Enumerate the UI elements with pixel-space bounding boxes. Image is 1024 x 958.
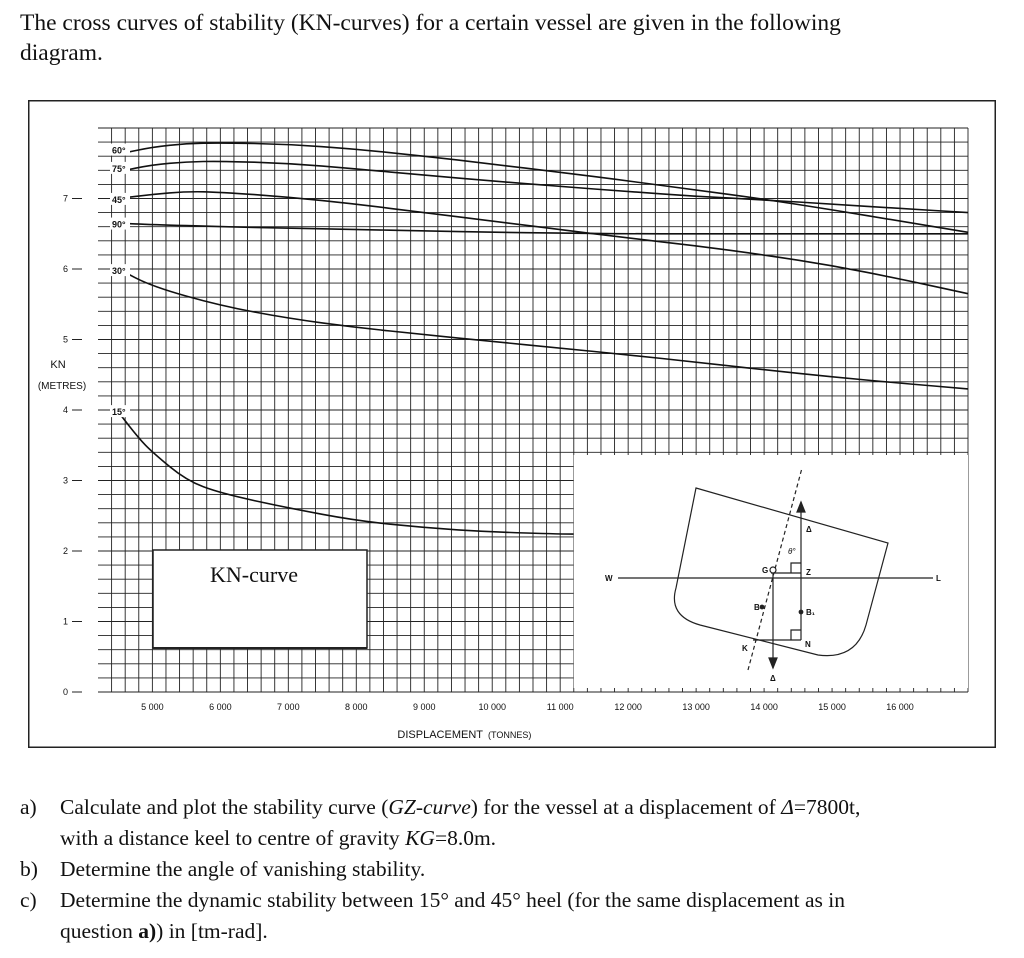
label-z: Z	[806, 568, 811, 577]
question-label: a)	[20, 795, 37, 819]
kn-curve-45deg	[118, 192, 968, 294]
x-tick-label: 10 000	[478, 702, 506, 712]
curve-label: 90°	[112, 219, 126, 230]
question-text: ) for the vessel at a displacement of	[470, 795, 782, 819]
x-tick-label: 9 000	[412, 702, 436, 712]
question-text: KG	[405, 826, 435, 850]
kn-curve-75deg	[118, 161, 968, 212]
x-axis-title: DISPLACEMENT	[397, 729, 483, 741]
x-tick-label: 8 000	[345, 702, 368, 712]
question-item	[20, 854, 1010, 885]
x-tick-label: 7 000	[277, 702, 300, 712]
x-tick-label: 14 000	[750, 702, 778, 712]
curve-label: 75°	[112, 163, 126, 174]
y-tick-label: 1	[62, 616, 68, 627]
y-tick-label: 6	[62, 264, 68, 274]
question-text: Determine the angle of vanishing stability.	[60, 857, 426, 881]
label-g: G	[762, 566, 769, 575]
x-tick-label: 13 000	[682, 702, 710, 712]
label-k: K	[742, 644, 748, 653]
label-b1: B₁	[806, 608, 816, 617]
curve-label: 15°	[112, 407, 126, 418]
question-label: b)	[20, 857, 38, 881]
point-g	[770, 567, 776, 573]
label-w: W	[605, 574, 613, 583]
intro-text	[20, 8, 1000, 68]
label-theta: θ°	[788, 547, 796, 556]
x-tick-label: 12 000	[614, 702, 642, 712]
y-tick-label: 4	[62, 405, 68, 415]
question-text: ) in [tm-rad].	[156, 919, 268, 943]
curve-label: 30°	[112, 266, 126, 277]
point-b	[760, 605, 764, 609]
ship-diagram	[574, 455, 968, 688]
question-text: Calculate and plot the stability curve (	[60, 795, 389, 819]
kn-curves-figure	[28, 100, 996, 748]
question-text: with a distance keel to centre of gravity	[60, 826, 406, 850]
kn-chart	[28, 100, 996, 748]
intro-line-1: The cross curves of stability (KN-curves) for a certain vessel are given in the following	[20, 10, 841, 36]
question-text: question	[60, 919, 139, 943]
intro-line-2: diagram.	[20, 40, 103, 66]
y-tick-label: 0	[62, 687, 68, 697]
kn-curve-90deg	[118, 223, 968, 234]
question-label: c)	[20, 888, 37, 912]
question-list	[20, 792, 1010, 947]
question-item	[20, 885, 1010, 947]
x-tick-label: 11 000	[546, 702, 574, 712]
x-tick-label: 15 000	[818, 702, 846, 712]
question-text: a)	[138, 919, 157, 943]
kn-curve-label-box	[153, 550, 367, 648]
label-l: L	[936, 574, 941, 583]
y-tick-label: 3	[62, 475, 68, 486]
label-delta-down: Δ	[770, 674, 776, 683]
y-axis-unit: (METRES)	[37, 381, 87, 392]
curve-label: 60°	[112, 145, 126, 156]
x-tick-label: 16 000	[886, 702, 914, 712]
y-axis-title: KN	[50, 359, 66, 371]
question-item	[20, 792, 1010, 854]
question-text: =8.0m.	[434, 826, 497, 850]
question-text: GZ-curve	[388, 795, 471, 819]
x-axis-unit: (TONNES)	[488, 730, 532, 740]
label-b: B	[754, 603, 760, 612]
y-tick-label: 2	[62, 546, 68, 556]
question-text: Δ	[781, 795, 794, 819]
y-tick-label: 7	[62, 193, 68, 204]
curve-label: 45°	[112, 194, 126, 205]
x-tick-label: 5 000	[141, 702, 164, 712]
kn-curve-label: KN-curve	[210, 562, 298, 587]
label-n: N	[805, 640, 811, 649]
point-b1	[799, 610, 803, 614]
label-delta-up: Δ	[806, 525, 812, 534]
kn-curve-30deg	[118, 269, 968, 389]
question-text: Determine the dynamic stability between 15° and 45° heel (for the same displacement as in	[60, 888, 845, 912]
x-tick-label: 6 000	[209, 702, 232, 712]
question-text: =7800t,	[793, 795, 861, 819]
y-tick-label: 5	[62, 334, 68, 345]
